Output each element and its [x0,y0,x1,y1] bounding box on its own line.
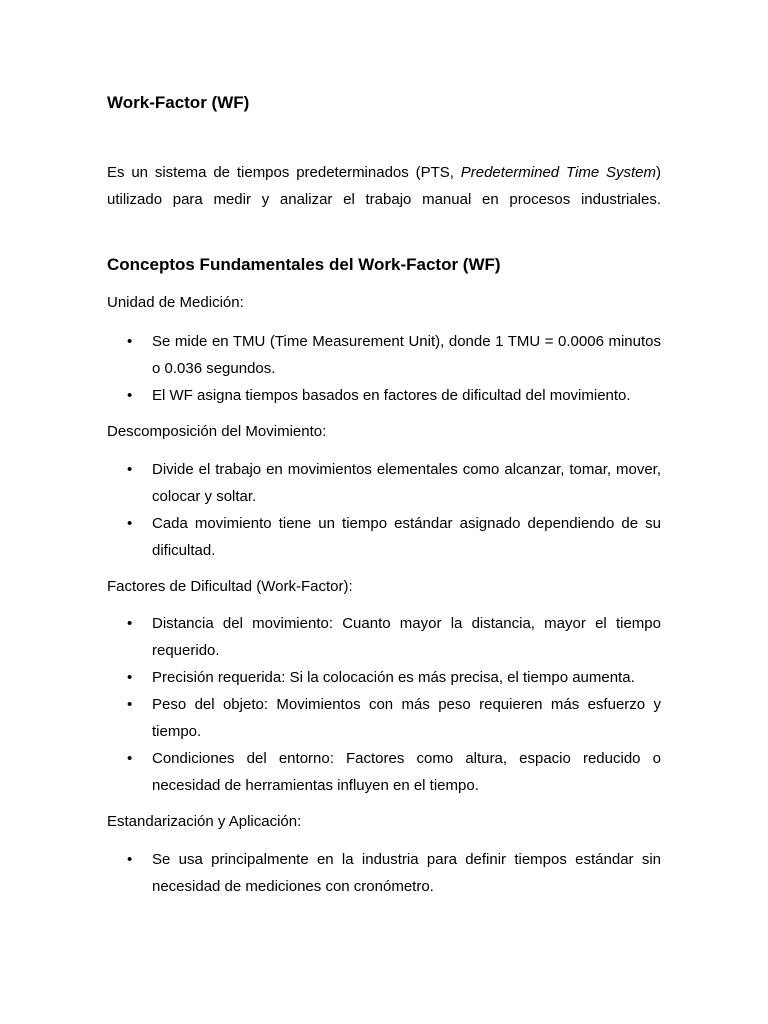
list-item [107,510,661,564]
subsection-heading-descomposicion: Descomposición del Movimiento: [107,423,327,440]
list-item-text: Distancia del movimiento: Cuanto mayor la distancia, mayor el tiempo requerido. [152,615,661,659]
subsection-heading-factores: Factores de Dificultad (Work-Factor): [107,578,353,595]
list-item-text: Precisión requerida: Si la colocación es más precisa, el tiempo aumenta. [152,669,635,686]
bullet-icon: • [127,851,133,868]
intro-paragraph [107,159,661,213]
list-item-text: Divide el trabajo en movimientos elementales como alcanzar, tomar, mover, colocar y soltar. [152,461,661,505]
list-item-text: Condiciones del entorno: Factores como altura, espacio reducido o necesidad de herramientas influyen en el tiempo. [152,750,661,794]
list-item [107,846,661,900]
bullet-list-unidad [107,328,661,409]
intro-text-start: Es un sistema de tiempos predeterminados (PTS, [107,164,461,181]
document-title: Work-Factor (WF) [107,93,250,112]
list-item [107,456,661,510]
bullet-icon: • [127,333,133,350]
list-item [107,382,661,409]
list-item-text: Peso del objeto: Movimientos con más peso requieren más esfuerzo y tiempo. [152,696,661,740]
list-item-text: El WF asigna tiempos basados en factores de dificultad del movimiento. [152,387,631,404]
intro-text-end: ) utilizado para medir y analizar el trabajo manual en procesos industriales. [107,164,661,208]
bullet-icon: • [127,387,133,404]
list-item [107,328,661,382]
section-heading: Conceptos Fundamentales del Work-Factor (WF) [107,255,501,274]
subsection-heading-estandarizacion: Estandarización y Aplicación: [107,813,302,830]
list-item [107,691,661,745]
list-item-text: Se mide en TMU (Time Measurement Unit), donde 1 TMU = 0.0006 minutos o 0.036 segundos. [152,333,661,377]
bullet-icon: • [127,515,133,532]
bullet-icon: • [127,461,133,478]
bullet-list-factores [107,610,661,799]
bullet-list-descomposicion [107,456,661,564]
list-item-text: Cada movimiento tiene un tiempo estándar asignado dependiendo de su dificultad. [152,515,661,559]
list-item [107,745,661,799]
bullet-icon: • [127,696,133,713]
intro-emphasis: Predetermined Time System [460,164,656,181]
list-item [107,664,661,691]
bullet-icon: • [127,669,133,686]
subsection-heading-unidad: Unidad de Medición: [107,294,244,311]
list-item-text: Se usa principalmente en la industria para definir tiempos estándar sin necesidad de mediciones con cronómetro. [152,851,661,895]
bullet-icon: • [127,750,133,767]
list-item [107,610,661,664]
bullet-icon: • [127,615,133,632]
bullet-list-estandarizacion [107,846,661,900]
